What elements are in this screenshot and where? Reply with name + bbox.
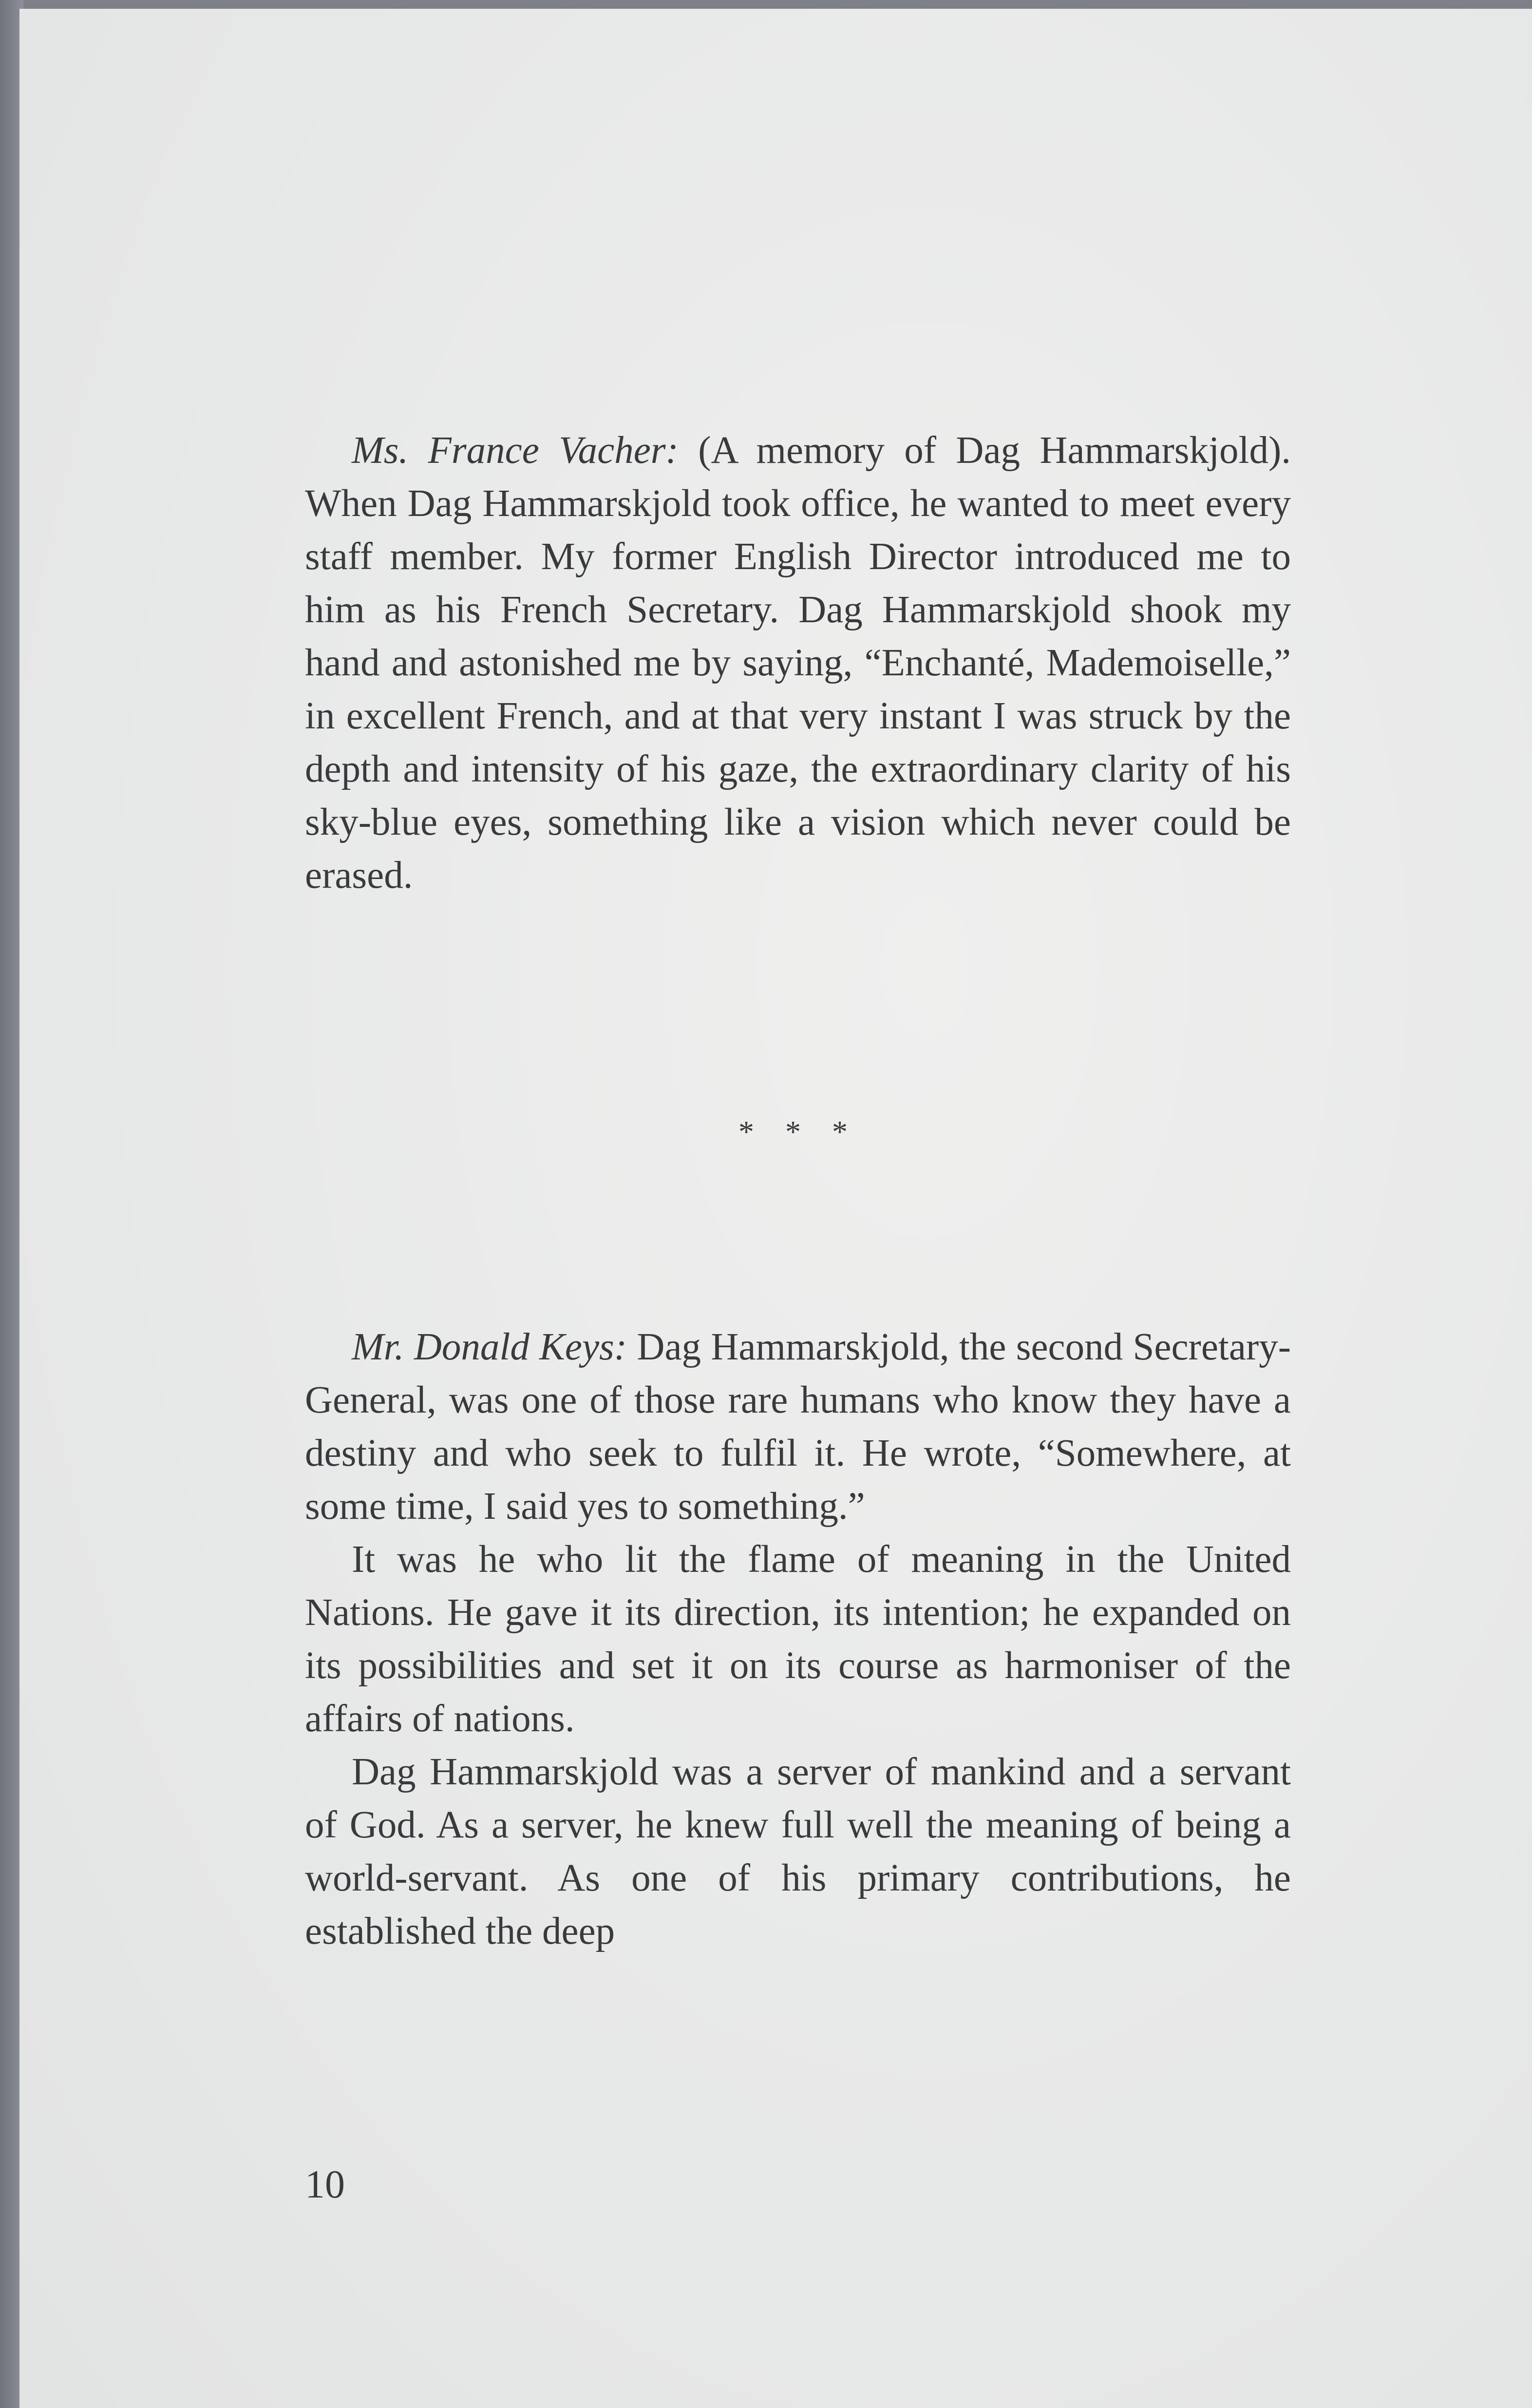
section-separator: * * * <box>738 1114 859 1149</box>
page-number: 10 <box>305 2162 345 2206</box>
speaker-name-vacher: Ms. France Vacher: <box>352 429 679 472</box>
speaker-name-keys: Mr. Donald Keys: <box>352 1326 627 1368</box>
vacher-text: (A memory of Dag Hammarskjold). When Dag Hammarskjold took office, he wanted to meet every staff member. My former English Director introduced me to him as his French Secretary. Dag Hammarskjold shook my hand and astonished me by saying, “Enchanté, Mademoiselle,” in excellent French, and at that very instant I was struck by the depth and intensity of his gaze, the extraordinary clarity of his sky-blue eyes, something like a vision which never could be erased. <box>305 429 1291 897</box>
keys-text-1: Dag Hammarskjold, the second Secretary-General, was one of those rare humans who know they have a destiny and who seek to fulfil it. He wrote, “Somewhere, at some time, I said yes to something.” <box>305 1326 1291 1528</box>
book-page <box>19 9 1532 2408</box>
vacher-memory-section <box>305 424 1291 902</box>
keys-paragraph-3: Dag Hammarskjold was a server of mankind and a servant of God. As a server, he knew full well the meaning of being a world-servant. As one of his primary contributions, he established the deep <box>305 1751 1291 1952</box>
keys-paragraph-1 <box>305 1320 1291 1533</box>
keys-tribute-section <box>305 1320 1291 1958</box>
vacher-paragraph <box>305 424 1291 902</box>
keys-paragraph-2: It was he who lit the flame of meaning in the United Nations. He gave it its direction, its intention; he expanded on its possibilities and set it on its course as harmoniser of the affairs of nations. <box>305 1538 1291 1740</box>
